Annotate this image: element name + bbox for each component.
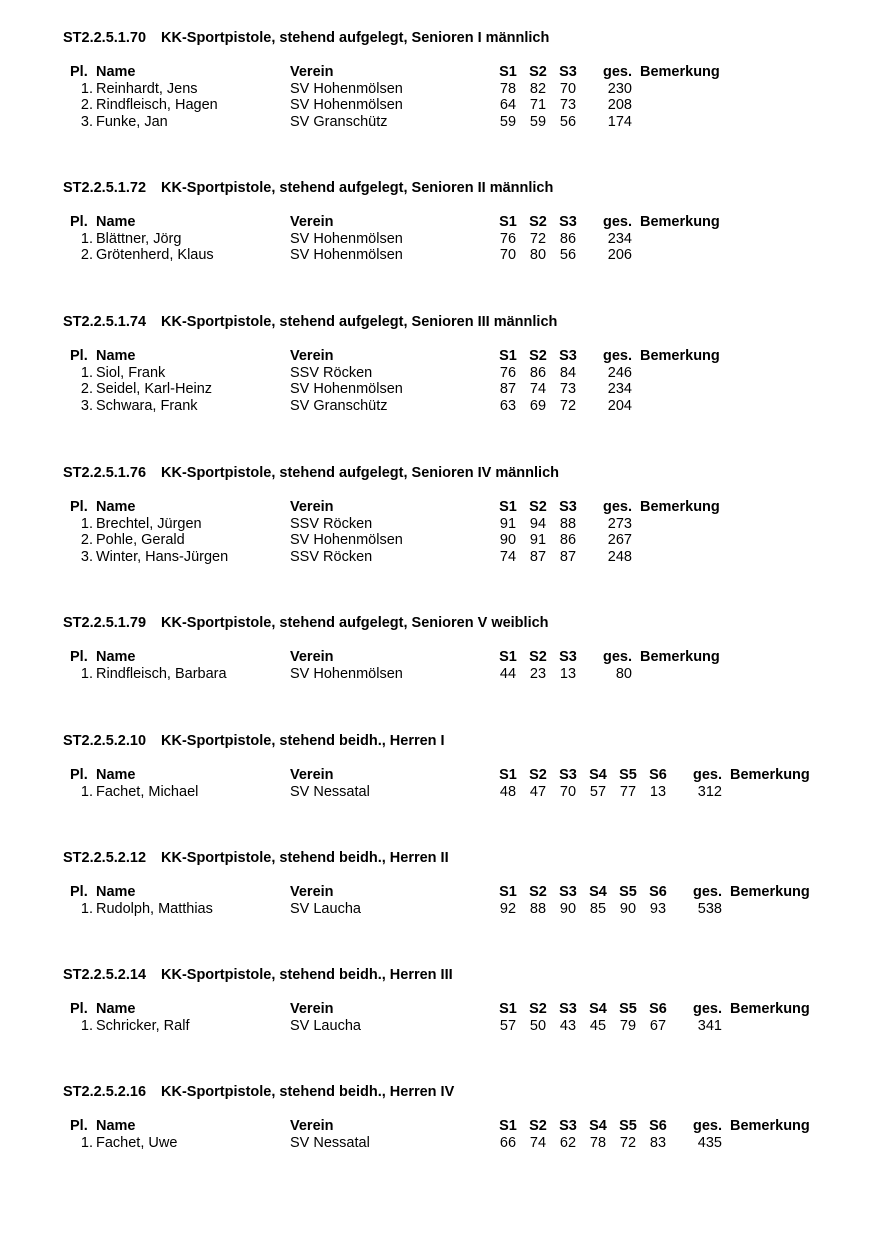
table-header: [0, 214, 890, 231]
section-title: [63, 1084, 454, 1100]
header-s1: S1: [499, 1001, 517, 1017]
row-s1: 70: [499, 247, 517, 263]
header-name: Name: [96, 499, 136, 515]
row-pl: 1.: [80, 783, 93, 800]
row-s2: 80: [529, 247, 547, 263]
row-pl: 2.: [80, 97, 93, 113]
row-s3: 62: [559, 1134, 577, 1151]
section-code: ST2.2.5.1.72: [63, 180, 147, 196]
row-verein: SSV Röcken: [290, 515, 373, 532]
row-s1: 59: [499, 113, 517, 130]
section-discipline: KK-Sportpistole, stehend beidh., Herren IV: [161, 1084, 455, 1100]
row-ges: 341: [697, 1017, 722, 1034]
section-code: ST2.2.5.1.76: [63, 465, 147, 481]
header-s2: S2: [529, 499, 547, 515]
header-pl: Pl.: [70, 214, 88, 230]
table-row: [0, 114, 890, 131]
row-s1: 66: [499, 1134, 517, 1151]
row-name: Rindfleisch, Hagen: [96, 97, 218, 113]
header-name: Name: [96, 884, 136, 900]
section-title: [63, 850, 449, 866]
row-s3: 13: [559, 665, 577, 682]
header-s3: S3: [559, 1001, 577, 1017]
row-pl: 3.: [80, 397, 93, 414]
section-title: [63, 314, 557, 330]
row-ges: 435: [697, 1134, 722, 1151]
header-s5: S5: [619, 884, 637, 900]
header-bemerkung: Bemerkung: [640, 649, 720, 665]
header-name: Name: [96, 767, 136, 783]
row-s3: 56: [559, 247, 577, 263]
header-s4: S4: [589, 767, 607, 783]
row-s1: 76: [499, 364, 517, 381]
row-s2: 82: [529, 80, 547, 97]
table-row: [0, 549, 890, 566]
row-ges: 80: [615, 665, 632, 682]
row-name: Rindfleisch, Barbara: [96, 665, 227, 682]
section-title: [63, 465, 559, 481]
row-s2: 74: [529, 381, 547, 397]
header-s3: S3: [559, 348, 577, 364]
row-ges: 204: [607, 397, 632, 414]
header-ges: ges.: [602, 214, 632, 230]
row-s5: 72: [619, 1134, 637, 1151]
header-s1: S1: [499, 214, 517, 230]
row-ges: 248: [607, 548, 632, 565]
row-s1: 76: [499, 230, 517, 247]
row-pl: 1.: [80, 364, 93, 381]
row-s4: 85: [589, 900, 607, 917]
section-discipline: KK-Sportpistole, stehend aufgelegt, Senioren V weiblich: [161, 615, 549, 631]
row-s3: 90: [559, 900, 577, 917]
row-verein: SV Granschütz: [290, 397, 388, 414]
row-verein: SV Hohenmölsen: [290, 230, 403, 247]
row-s2: 88: [529, 900, 547, 917]
row-ges: 538: [697, 900, 722, 917]
row-verein: SV Nessatal: [290, 783, 370, 800]
table-row: [0, 398, 890, 415]
header-s2: S2: [529, 767, 547, 783]
header-s5: S5: [619, 1001, 637, 1017]
row-s3: 86: [559, 230, 577, 247]
row-s1: 91: [499, 515, 517, 532]
row-name: Schricker, Ralf: [96, 1017, 190, 1034]
header-s6: S6: [649, 884, 667, 900]
row-pl: 1.: [80, 665, 93, 682]
header-verein: Verein: [290, 767, 334, 783]
table-row: [0, 666, 890, 683]
section-code: ST2.2.5.2.10: [63, 733, 147, 749]
table-row: [0, 231, 890, 248]
row-name: Fachet, Uwe: [96, 1134, 178, 1151]
section-discipline: KK-Sportpistole, stehend aufgelegt, Senioren IV männlich: [161, 465, 559, 481]
header-pl: Pl.: [70, 64, 88, 80]
header-bemerkung: Bemerkung: [640, 348, 720, 364]
header-bemerkung: Bemerkung: [640, 214, 720, 230]
header-name: Name: [96, 1001, 136, 1017]
row-pl: 2.: [80, 381, 93, 397]
row-ges: 230: [607, 80, 632, 97]
header-s3: S3: [559, 1118, 577, 1134]
row-pl: 3.: [80, 113, 93, 130]
header-s4: S4: [589, 1118, 607, 1134]
row-s3: 70: [559, 80, 577, 97]
header-s5: S5: [619, 767, 637, 783]
row-name: Winter, Hans-Jürgen: [96, 548, 229, 565]
table-row: [0, 516, 890, 533]
row-s3: 73: [559, 381, 577, 397]
row-pl: 2.: [80, 247, 93, 263]
row-s1: 90: [499, 532, 517, 548]
row-name: Funke, Jan: [96, 113, 168, 130]
row-name: Pohle, Gerald: [96, 532, 185, 548]
header-pl: Pl.: [70, 884, 88, 900]
table-row: [0, 532, 890, 549]
row-s1: 44: [499, 665, 517, 682]
row-name: Fachet, Michael: [96, 783, 199, 800]
header-verein: Verein: [290, 649, 334, 665]
row-s1: 74: [499, 548, 517, 565]
header-s3: S3: [559, 214, 577, 230]
header-bemerkung: Bemerkung: [640, 499, 720, 515]
row-s1: 57: [499, 1017, 517, 1034]
table-header: [0, 499, 890, 516]
row-s1: 48: [499, 783, 517, 800]
table-row: [0, 1135, 890, 1152]
row-verein: SV Nessatal: [290, 1134, 370, 1151]
header-pl: Pl.: [70, 649, 88, 665]
table-row: [0, 247, 890, 264]
table-header: [0, 1118, 890, 1135]
row-pl: 3.: [80, 548, 93, 565]
header-bemerkung: Bemerkung: [730, 1001, 810, 1017]
header-bemerkung: Bemerkung: [730, 884, 810, 900]
row-ges: 206: [607, 247, 632, 263]
row-pl: 1.: [80, 230, 93, 247]
section-code: ST2.2.5.2.12: [63, 850, 147, 866]
row-s3: 73: [559, 97, 577, 113]
header-s2: S2: [529, 1001, 547, 1017]
row-verein: SV Hohenmölsen: [290, 665, 403, 682]
header-s2: S2: [529, 348, 547, 364]
header-s1: S1: [499, 64, 517, 80]
header-verein: Verein: [290, 884, 334, 900]
row-s4: 78: [589, 1134, 607, 1151]
row-pl: 1.: [80, 515, 93, 532]
table-row: [0, 901, 890, 918]
row-verein: SV Laucha: [290, 1017, 361, 1034]
section-code: ST2.2.5.1.70: [63, 30, 147, 46]
row-pl: 1.: [80, 1017, 93, 1034]
row-s2: 72: [529, 230, 547, 247]
row-name: Grötenherd, Klaus: [96, 247, 214, 263]
header-verein: Verein: [290, 1001, 334, 1017]
header-ges: ges.: [692, 884, 722, 900]
header-s2: S2: [529, 649, 547, 665]
header-s6: S6: [649, 1118, 667, 1134]
section-discipline: KK-Sportpistole, stehend aufgelegt, Senioren II männlich: [161, 180, 554, 196]
header-bemerkung: Bemerkung: [730, 1118, 810, 1134]
section-title: [63, 967, 453, 983]
row-s2: 94: [529, 515, 547, 532]
row-name: Brechtel, Jürgen: [96, 515, 202, 532]
row-s2: 86: [529, 364, 547, 381]
table-row: [0, 97, 890, 114]
row-pl: 1.: [80, 900, 93, 917]
row-name: Rudolph, Matthias: [96, 900, 213, 917]
header-s4: S4: [589, 884, 607, 900]
row-verein: SV Hohenmölsen: [290, 247, 403, 263]
row-verein: SV Hohenmölsen: [290, 80, 403, 97]
row-s4: 57: [589, 783, 607, 800]
row-s2: 23: [529, 665, 547, 682]
section-discipline: KK-Sportpistole, stehend aufgelegt, Senioren I männlich: [161, 30, 550, 46]
header-verein: Verein: [290, 214, 334, 230]
header-s3: S3: [559, 767, 577, 783]
row-name: Schwara, Frank: [96, 397, 198, 414]
row-s4: 45: [589, 1017, 607, 1034]
row-s3: 70: [559, 783, 577, 800]
row-s5: 79: [619, 1017, 637, 1034]
row-ges: 312: [697, 783, 722, 800]
section-discipline: KK-Sportpistole, stehend beidh., Herren II: [161, 850, 449, 866]
row-s2: 47: [529, 783, 547, 800]
header-verein: Verein: [290, 64, 334, 80]
header-s1: S1: [499, 884, 517, 900]
header-ges: ges.: [692, 1001, 722, 1017]
header-ges: ges.: [602, 499, 632, 515]
table-header: [0, 767, 890, 784]
row-pl: 1.: [80, 1134, 93, 1151]
header-s3: S3: [559, 499, 577, 515]
header-s5: S5: [619, 1118, 637, 1134]
table-header: [0, 348, 890, 365]
row-s6: 93: [649, 900, 667, 917]
row-verein: SV Hohenmölsen: [290, 532, 403, 548]
header-pl: Pl.: [70, 1001, 88, 1017]
row-s6: 67: [649, 1017, 667, 1034]
header-verein: Verein: [290, 348, 334, 364]
header-s1: S1: [499, 1118, 517, 1134]
row-s6: 13: [649, 783, 667, 800]
section-code: ST2.2.5.1.74: [63, 314, 147, 330]
header-bemerkung: Bemerkung: [640, 64, 720, 80]
section-title: [63, 733, 445, 749]
header-s2: S2: [529, 1118, 547, 1134]
table-header: [0, 64, 890, 81]
row-s5: 90: [619, 900, 637, 917]
table-row: [0, 381, 890, 398]
header-name: Name: [96, 1118, 136, 1134]
section-code: ST2.2.5.1.79: [63, 615, 147, 631]
row-s3: 88: [559, 515, 577, 532]
row-name: Seidel, Karl-Heinz: [96, 381, 213, 397]
header-bemerkung: Bemerkung: [730, 767, 810, 783]
row-verein: SSV Röcken: [290, 364, 373, 381]
row-s3: 43: [559, 1017, 577, 1034]
header-s6: S6: [649, 1001, 667, 1017]
row-name: Reinhardt, Jens: [96, 80, 198, 97]
section-discipline: KK-Sportpistole, stehend aufgelegt, Senioren III männlich: [161, 314, 558, 330]
row-ges: 267: [607, 532, 632, 548]
header-name: Name: [96, 64, 136, 80]
section-code: ST2.2.5.2.16: [63, 1084, 147, 1100]
row-s3: 86: [559, 532, 577, 548]
section-discipline: KK-Sportpistole, stehend beidh., Herren I: [161, 733, 445, 749]
row-verein: SV Laucha: [290, 900, 361, 917]
row-pl: 1.: [80, 80, 93, 97]
row-s2: 91: [529, 532, 547, 548]
row-pl: 2.: [80, 532, 93, 548]
row-s1: 87: [499, 381, 517, 397]
header-ges: ges.: [602, 348, 632, 364]
row-verein: SSV Röcken: [290, 548, 373, 565]
header-s1: S1: [499, 348, 517, 364]
row-name: Blättner, Jörg: [96, 230, 182, 247]
section-code: ST2.2.5.2.14: [63, 967, 147, 983]
row-s1: 92: [499, 900, 517, 917]
row-s1: 64: [499, 97, 517, 113]
section-title: [63, 180, 553, 196]
section-discipline: KK-Sportpistole, stehend beidh., Herren III: [161, 967, 453, 983]
header-name: Name: [96, 348, 136, 364]
section-title: [63, 30, 549, 46]
row-s2: 50: [529, 1017, 547, 1034]
header-s2: S2: [529, 64, 547, 80]
row-s1: 78: [499, 80, 517, 97]
row-verein: SV Hohenmölsen: [290, 381, 403, 397]
header-s4: S4: [589, 1001, 607, 1017]
row-verein: SV Granschütz: [290, 113, 388, 130]
row-s2: 71: [529, 97, 547, 113]
header-s3: S3: [559, 64, 577, 80]
header-s3: S3: [559, 884, 577, 900]
table-row: [0, 784, 890, 801]
header-verein: Verein: [290, 1118, 334, 1134]
row-name: Siol, Frank: [96, 364, 166, 381]
header-s2: S2: [529, 214, 547, 230]
row-s3: 72: [559, 397, 577, 414]
header-name: Name: [96, 214, 136, 230]
row-s6: 83: [649, 1134, 667, 1151]
table-header: [0, 1001, 890, 1018]
header-s1: S1: [499, 649, 517, 665]
header-ges: ges.: [602, 649, 632, 665]
header-s2: S2: [529, 884, 547, 900]
row-s2: 87: [529, 548, 547, 565]
header-pl: Pl.: [70, 348, 88, 364]
table-row: [0, 81, 890, 98]
row-s5: 77: [619, 783, 637, 800]
header-s6: S6: [649, 767, 667, 783]
table-header: [0, 649, 890, 666]
row-verein: SV Hohenmölsen: [290, 97, 403, 113]
row-s3: 56: [559, 113, 577, 130]
row-s2: 74: [529, 1134, 547, 1151]
row-s2: 59: [529, 113, 547, 130]
table-row: [0, 365, 890, 382]
row-ges: 273: [607, 515, 632, 532]
row-s1: 63: [499, 397, 517, 414]
header-ges: ges.: [692, 767, 722, 783]
header-ges: ges.: [692, 1118, 722, 1134]
section-title: [63, 615, 549, 631]
header-pl: Pl.: [70, 767, 88, 783]
row-ges: 174: [607, 113, 632, 130]
row-s3: 87: [559, 548, 577, 565]
row-s3: 84: [559, 364, 577, 381]
header-s1: S1: [499, 767, 517, 783]
row-ges: 234: [607, 381, 632, 397]
header-verein: Verein: [290, 499, 334, 515]
row-ges: 246: [607, 364, 632, 381]
header-name: Name: [96, 649, 136, 665]
header-pl: Pl.: [70, 1118, 88, 1134]
table-row: [0, 1018, 890, 1035]
header-s1: S1: [499, 499, 517, 515]
header-s3: S3: [559, 649, 577, 665]
row-s2: 69: [529, 397, 547, 414]
header-pl: Pl.: [70, 499, 88, 515]
row-ges: 234: [607, 230, 632, 247]
table-header: [0, 884, 890, 901]
header-ges: ges.: [602, 64, 632, 80]
row-ges: 208: [607, 97, 632, 113]
